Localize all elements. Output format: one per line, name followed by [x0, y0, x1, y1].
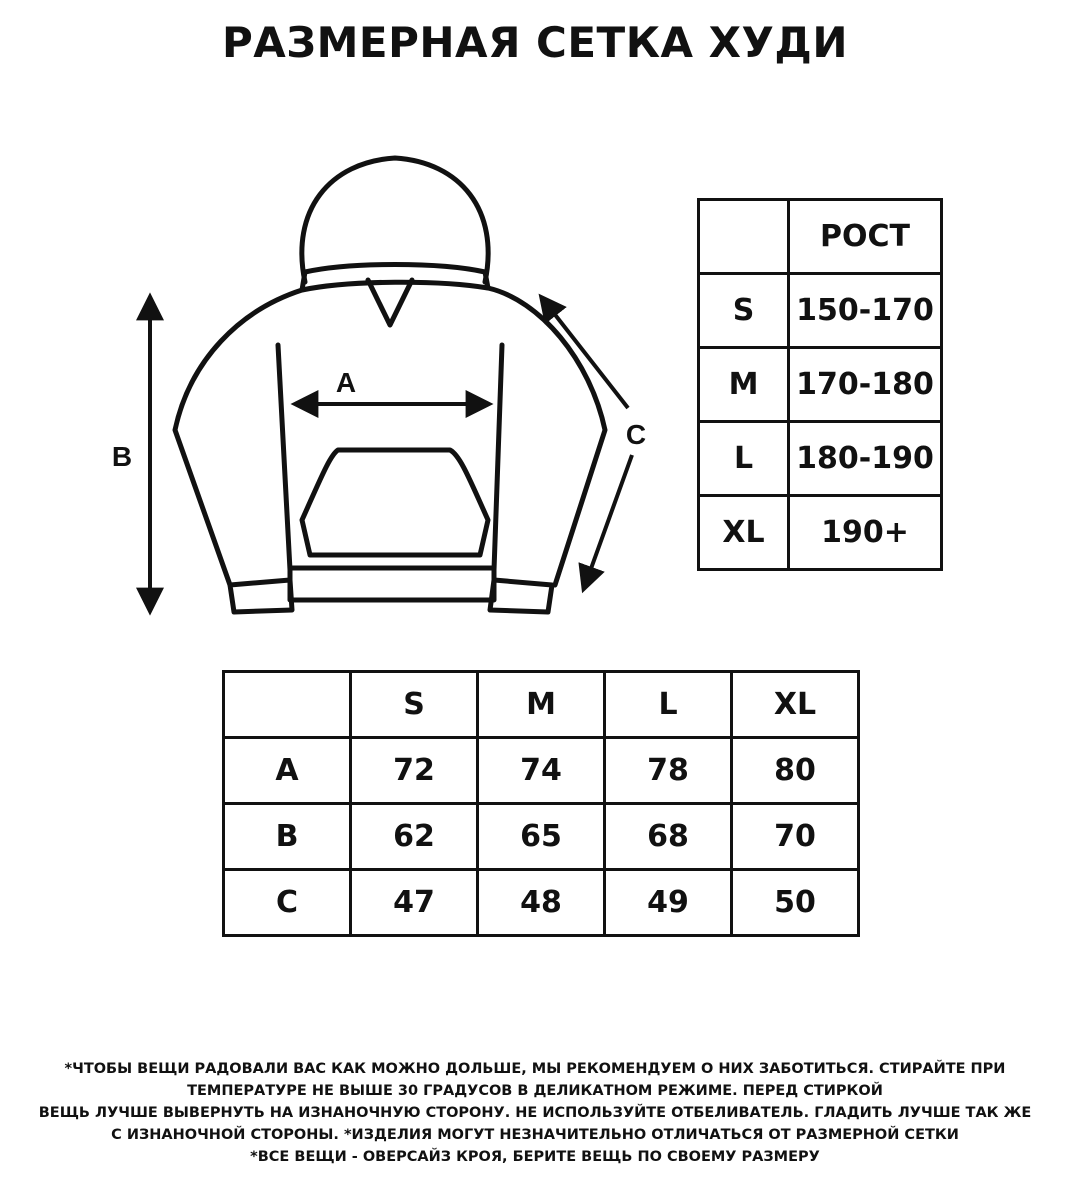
height-table-row [699, 422, 942, 496]
height-table-row [699, 274, 942, 348]
measure-b-label: B [111, 441, 133, 472]
measure-c-label: C [625, 419, 647, 450]
size-table [222, 670, 860, 937]
height-range-cell: 150-170 [789, 274, 942, 348]
size-value-cell: 49 [605, 870, 732, 936]
size-table-header-row [224, 672, 859, 738]
hood-rim [302, 265, 488, 291]
measure-c-arrow-upper [542, 298, 628, 408]
height-size-cell: L [699, 422, 789, 496]
size-table-row [224, 804, 859, 870]
footnote-line: С ИЗНАНОЧНОЙ СТОРОНЫ. *ИЗДЕЛИЯ МОГУТ НЕЗНАЧИТЕЛЬНО ОТЛИЧАТЬСЯ ОТ РАЗМЕРНОЙ СЕТКИ [111, 1127, 959, 1143]
footnote-line: *ВСЕ ВЕЩИ - ОВЕРСАЙЗ КРОЯ, БЕРИТЕ ВЕЩЬ ПО СВОЕМУ РАЗМЕРУ [250, 1149, 820, 1165]
size-value-cell: 70 [732, 804, 859, 870]
size-value-cell: 78 [605, 738, 732, 804]
height-range-cell: 180-190 [789, 422, 942, 496]
height-range-cell: 170-180 [789, 348, 942, 422]
height-size-cell: XL [699, 496, 789, 570]
footnote-line: ТЕМПЕРАТУРЕ НЕ ВЫШЕ 30 ГРАДУСОВ В ДЕЛИКАТНОМ РЕЖИМЕ. ПЕРЕД СТИРКОЙ [187, 1083, 883, 1099]
height-table [697, 198, 943, 571]
height-size-cell: M [699, 348, 789, 422]
height-table-corner [699, 200, 789, 274]
height-size-cell: S [699, 274, 789, 348]
size-column-header: L [605, 672, 732, 738]
right-cuff [490, 580, 552, 612]
hoodie-body-outline [175, 288, 605, 585]
size-value-cell: 50 [732, 870, 859, 936]
height-table-row [699, 496, 942, 570]
size-column-header: M [478, 672, 605, 738]
size-value-cell: 48 [478, 870, 605, 936]
care-instructions [0, 1058, 1070, 1168]
footnote-line: ВЕЩЬ ЛУЧШЕ ВЫВЕРНУТЬ НА ИЗНАНОЧНУЮ СТОРОНУ. НЕ ИСПОЛЬЗУЙТЕ ОТБЕЛИВАТЕЛЬ. ГЛАДИТЬ ЛУЧШЕ ТАК ЖЕ [38, 1105, 1032, 1121]
size-column-header: S [351, 672, 478, 738]
size-value-cell: 65 [478, 804, 605, 870]
kangaroo-pocket [302, 450, 488, 555]
size-table-row [224, 738, 859, 804]
measure-row-label: B [224, 804, 351, 870]
measure-row-label: C [224, 870, 351, 936]
size-value-cell: 68 [605, 804, 732, 870]
size-value-cell: 74 [478, 738, 605, 804]
size-value-cell: 80 [732, 738, 859, 804]
waistband [290, 568, 494, 600]
size-value-cell: 47 [351, 870, 478, 936]
right-sleeve-inner [494, 345, 502, 570]
hood-neck-v [368, 280, 412, 325]
measure-a-label: A [335, 367, 357, 398]
height-range-cell: 190+ [789, 496, 942, 570]
height-table-row [699, 348, 942, 422]
page-title: РАЗМЕРНАЯ СЕТКА ХУДИ [222, 18, 848, 67]
height-table-header-row [699, 200, 942, 274]
size-table-row [224, 870, 859, 936]
size-value-cell: 72 [351, 738, 478, 804]
size-column-header: XL [732, 672, 859, 738]
left-cuff [230, 580, 292, 612]
size-value-cell: 62 [351, 804, 478, 870]
size-table-corner [224, 672, 351, 738]
measure-row-label: A [224, 738, 351, 804]
footnote-line: *ЧТОБЫ ВЕЩИ РАДОВАЛИ ВАС КАК МОЖНО ДОЛЬШЕ, МЫ РЕКОМЕНДУЕМ О НИХ ЗАБОТИТЬСЯ. СТИРАЙТЕ ПРИ [64, 1061, 1006, 1077]
height-header: РОСТ [789, 200, 942, 274]
left-sleeve-inner [278, 345, 290, 570]
